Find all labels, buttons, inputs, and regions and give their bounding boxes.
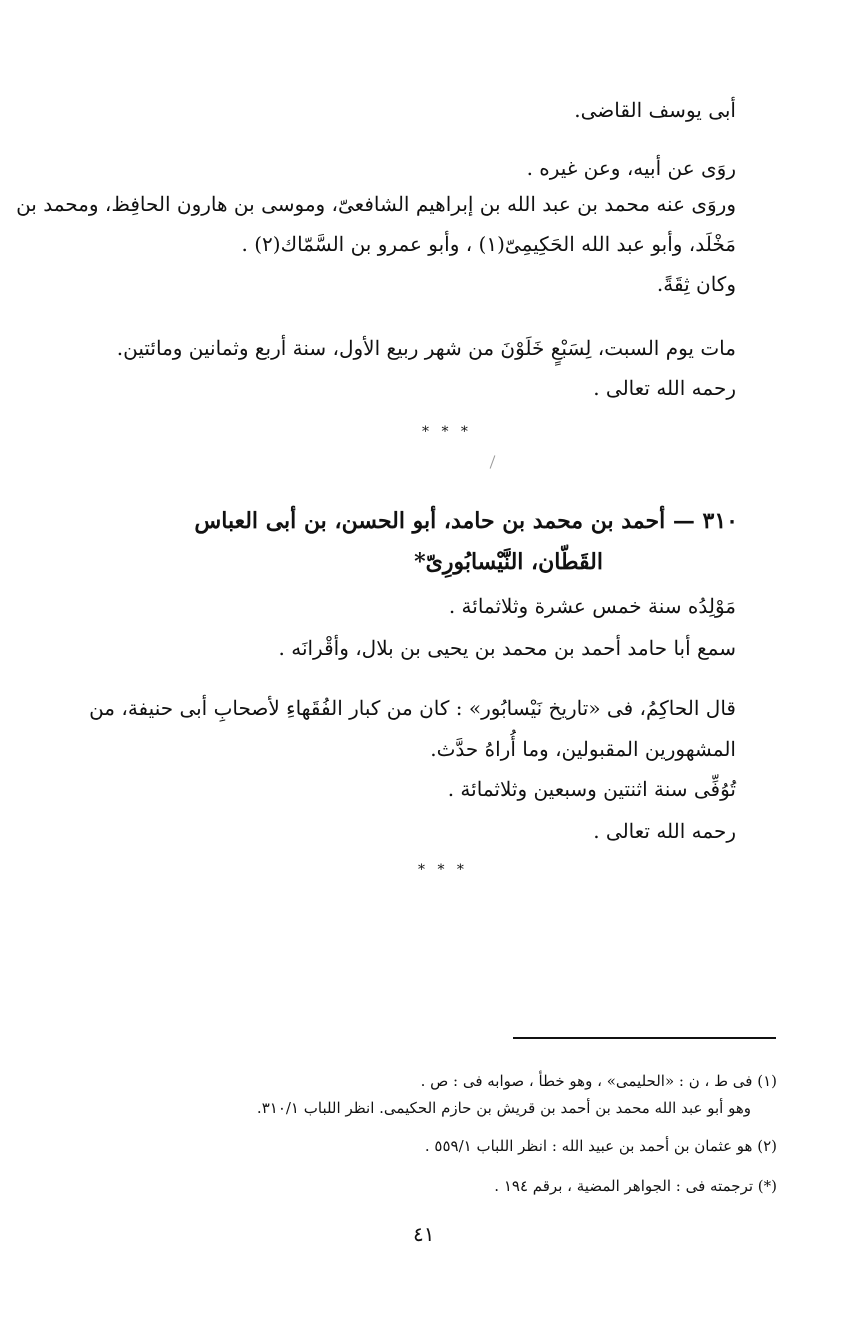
entry-310-quote-line-2: المشهورين المقبولين، وما أُراهُ حدَّث. [430, 737, 736, 761]
footnote-1-continuation: وهو أبو عبد الله محمد بن أحمد بن قريش بن حازم الحكيمى. انظر اللباب ٣١٠/١. [256, 1099, 751, 1117]
footnote-2: (٢) هو عثمان بن أحمد بن عبيد الله : انظر اللباب ٥٥٩/١ . [424, 1137, 777, 1155]
entry-310-quote-line: قال الحاكِمُ، فى «تاريخ نَيْسابُور» : كان من كبار الفُقَهاءِ لأصحابِ أبى حنيفة، من [89, 696, 736, 720]
entry-310-heading-line-2: القَطّان، النَّيْسابُورِىّ* [414, 549, 603, 575]
entry-309-narrators-line-2: مَخْلَد، وأبو عبد الله الحَكِيمِىّ(١) ، وأبو عمرو بن السَّمّاك(٢) . [241, 232, 736, 256]
footnote-1: (١) فى ط ، ن : «الحليمى» ، وهو خطأ ، صوابه فى : ص . [420, 1072, 777, 1090]
page-number: ٤١ [413, 1222, 435, 1246]
stray-mark [490, 455, 496, 468]
entry-310-prayer-line: رحمه الله تعالى . [593, 819, 736, 843]
entry-309-narrators-line: وروَى عنه محمد بن عبد الله بن إبراهيم الشافعىّ، وموسى بن هارون الحافِظ، ومحمد بن [16, 192, 736, 216]
entry-310-death-line: تُوُفِّى سنة اثنتين وسبعين وثلاثمائة . [447, 777, 736, 801]
entry-310-birth-line: مَوْلِدُه سنة خمس عشرة وثلاثمائة . [448, 594, 736, 618]
entry-309-continuation-line: أبى يوسف القاضى. [574, 98, 736, 122]
entry-310-teachers-line: سمع أبا حامد أحمد بن محمد بن يحيى بن بلال، وأقْرانَه . [278, 636, 736, 660]
entry-310-heading: ٣١٠ — أحمد بن محمد بن حامد، أبو الحسن، بن أبى العباس [194, 508, 738, 534]
entry-309-prayer-line: رحمه الله تعالى . [593, 376, 736, 400]
footnote-divider [513, 1037, 776, 1039]
section-separator: * * * [422, 424, 472, 440]
entry-309-reliability-line: وكان ثِقَةً. [656, 272, 736, 296]
entry-309-death-line: مات يوم السبت، لِسَبْعٍ خَلَوْنَ من شهر ربيع الأول، سنة أربع وثمانين ومائتين. [116, 336, 736, 360]
footnote-star: (*) ترجمته فى : الجواهر المضية ، برقم ١٩٤ . [494, 1177, 777, 1195]
section-separator: * * * [418, 862, 468, 878]
entry-309-narration-line: روَى عن أبيه، وعن غيره . [526, 156, 736, 180]
